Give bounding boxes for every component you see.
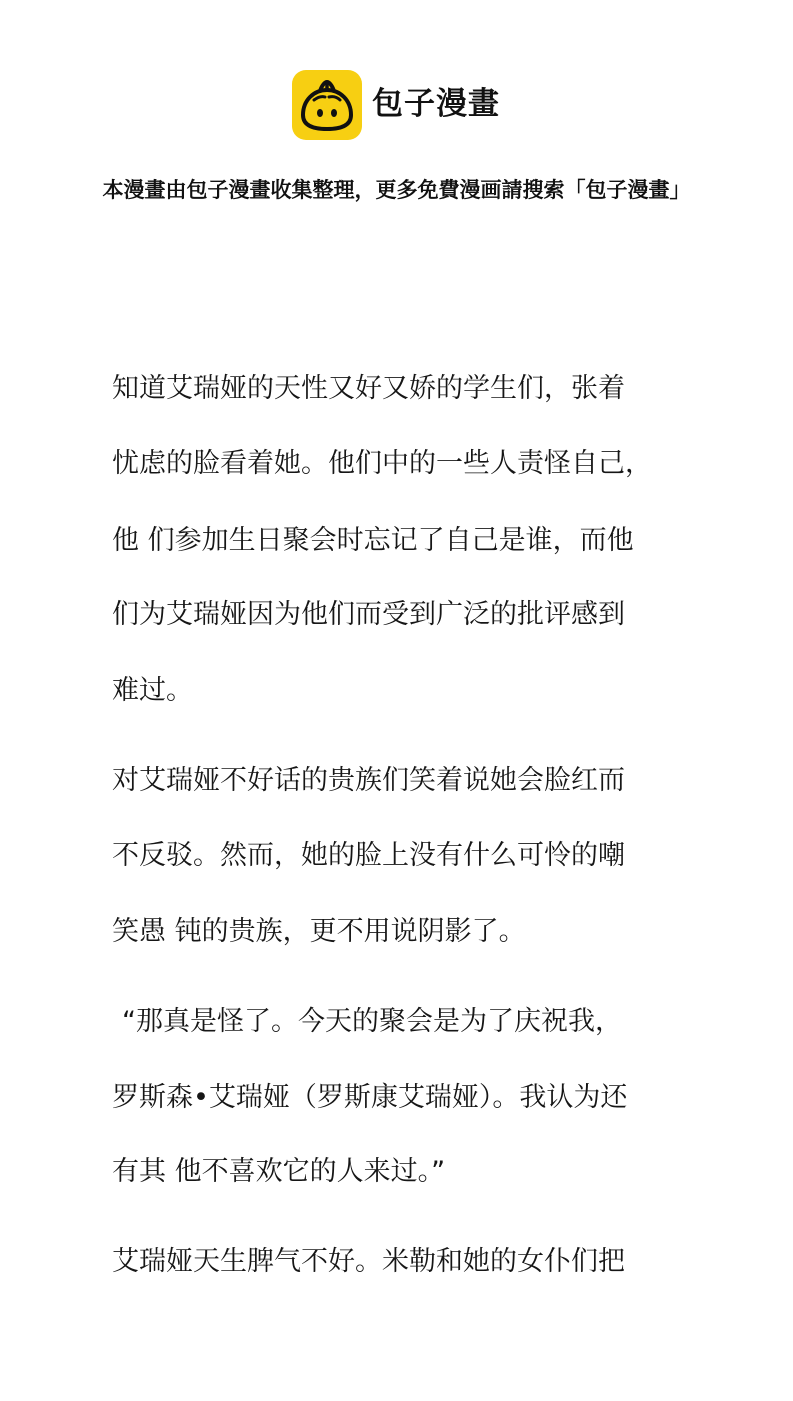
article-line: 知道艾瑞娅的天性又好又娇的学生们，张着 (112, 373, 625, 404)
site-header (0, 70, 793, 140)
article-line: 罗斯森•艾瑞娅（罗斯康艾瑞娅）。我认为还 (112, 1082, 628, 1113)
article-line: 笑愚 钝的贵族，更不用说阴影了。 (112, 916, 526, 947)
article-line: 们为艾瑞娅因为他们而受到广泛的批评感到 (112, 599, 625, 630)
brand-name[interactable]: 包子漫畫 (372, 86, 500, 122)
article-line: 对艾瑞娅不好话的贵族们笑着说她会脸红而 (112, 765, 625, 796)
article-line: 他 们参加生日聚会时忘记了自己是谁，而他 (112, 525, 634, 556)
source-notice: 本漫畫由包子漫畫收集整理，更多免費漫画請搜索「包子漫畫」 (102, 178, 691, 202)
article-line: 难过。 (112, 675, 193, 706)
article-line: 艾瑞娅天生脾气不好。米勒和她的女仆们把 (112, 1246, 625, 1277)
article-line: “那真是怪了。今天的聚会是为了庆祝我， (122, 1006, 622, 1037)
article-line: 不反驳。然而，她的脸上没有什么可怜的嘲 (112, 840, 625, 871)
bun-mascot-icon[interactable] (292, 70, 362, 140)
article-line: 忧虑的脸看着她。他们中的一些人责怪自己， (112, 448, 652, 479)
article-line: 有其 他不喜欢它的人来过。” (112, 1156, 446, 1187)
